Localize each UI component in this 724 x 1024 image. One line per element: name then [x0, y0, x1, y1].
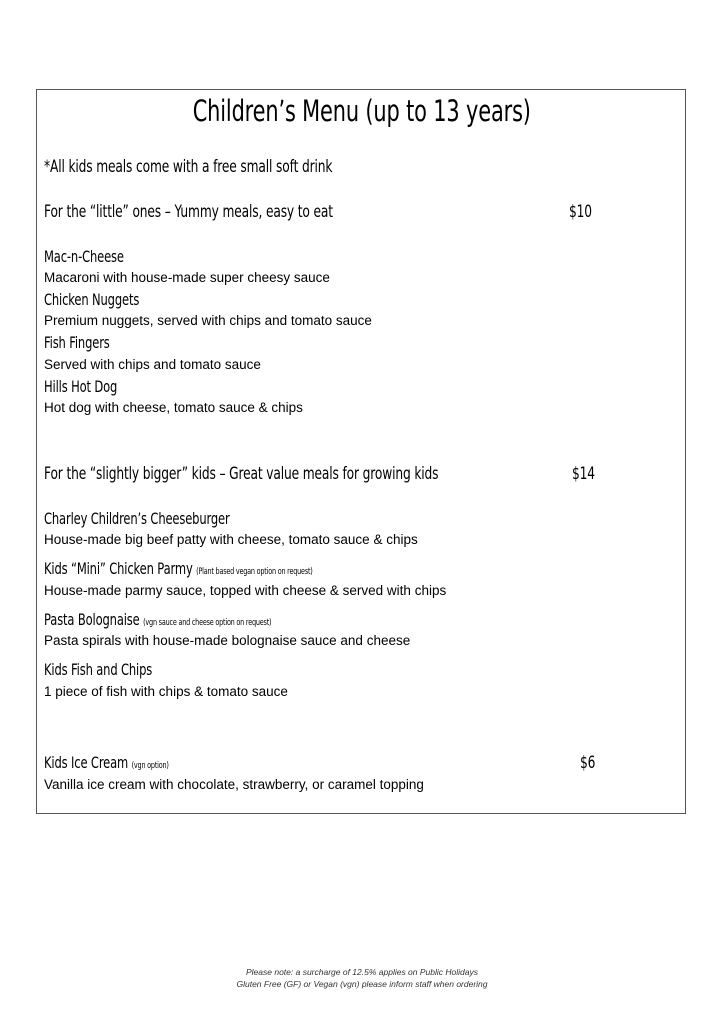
- item-ice-cream-price: [580, 753, 601, 773]
- item-name-text: Kids “Mini” Chicken Parmy: [44, 559, 193, 578]
- item-cheeseburger-desc: House-made big beef patty with cheese, tomato sauce & chips: [44, 532, 418, 547]
- item-option-note: (vgn option): [131, 761, 169, 771]
- free-drink-note-text: *All kids meals come with a free small soft drink: [44, 157, 333, 177]
- item-mac-n-cheese-desc: Macaroni with house-made super cheesy sauce: [44, 270, 330, 285]
- item-fish-fingers-name: [44, 333, 135, 353]
- item-fish-fingers-desc: Served with chips and tomato sauce: [44, 357, 261, 372]
- item-chicken-nuggets-desc: Premium nuggets, served with chips and tomato sauce: [44, 313, 372, 328]
- menu-title: [37, 94, 687, 128]
- item-name-text: Kids Ice Cream: [44, 753, 129, 772]
- footer-dietary-note: Gluten Free (GF) or Vegan (vgn) please inform staff when ordering: [236, 979, 488, 989]
- item-chicken-parmy-name: [44, 559, 417, 579]
- item-pasta-bolognaise-name: [44, 610, 360, 630]
- item-chicken-nuggets-name: [44, 290, 176, 310]
- item-hot-dog-name: [44, 377, 146, 397]
- item-pasta-bolognaise-name-wrap: [44, 610, 271, 629]
- item-option-note: (Plant based vegan option on request): [196, 567, 313, 577]
- section-bigger-title: [44, 464, 592, 484]
- section-bigger-price: [572, 464, 604, 484]
- section-little-price-text: $10: [569, 202, 592, 222]
- item-mac-n-cheese-name: [44, 247, 155, 267]
- item-ice-cream-name: [44, 753, 217, 773]
- item-cheeseburger-name: [44, 509, 302, 529]
- item-name-text: Fish Fingers: [44, 333, 110, 352]
- section-little-title-text: For the “little” ones – Yummy meals, easy to eat: [44, 202, 333, 222]
- footer-surcharge-note: Please note: a surcharge of 12.5% applies on Public Holidays: [245, 967, 478, 977]
- item-name-text: Charley Children’s Cheeseburger: [44, 509, 230, 528]
- item-ice-cream-price-text: $6: [580, 753, 596, 773]
- item-name-text: Pasta Bolognaise: [44, 610, 140, 629]
- footer-notes: [0, 966, 724, 990]
- section-little-price: [569, 202, 601, 222]
- menu-frame: [36, 89, 686, 814]
- item-kids-fish-chips-name: [44, 660, 194, 680]
- item-pasta-bolognaise-desc: Pasta spirals with house-made bolognaise sauce and cheese: [44, 633, 411, 648]
- section-little-title: [44, 202, 445, 222]
- item-name-text: Kids Fish and Chips: [44, 660, 153, 679]
- item-chicken-parmy-name-wrap: [44, 559, 313, 578]
- item-hot-dog-desc: Hot dog with cheese, tomato sauce & chips: [44, 400, 303, 415]
- item-name-text: Hills Hot Dog: [44, 377, 118, 396]
- item-kids-fish-chips-desc: 1 piece of fish with chips & tomato sauce: [44, 684, 288, 699]
- item-ice-cream-name-wrap: [44, 753, 169, 772]
- item-name-text: Mac-n-Cheese: [44, 247, 124, 266]
- free-drink-note: [44, 157, 444, 177]
- item-chicken-parmy-desc: House-made parmy sauce, topped with cheese & served with chips: [44, 583, 447, 598]
- section-bigger-title-text: For the “slightly bigger” kids – Great value meals for growing kids: [44, 464, 439, 484]
- item-option-note: (vgn sauce and cheese option on request): [143, 618, 272, 628]
- menu-title-text: Children’s Menu (up to 13 years): [192, 94, 532, 128]
- section-bigger-price-text: $14: [572, 464, 595, 484]
- item-name-text: Chicken Nuggets: [44, 290, 140, 309]
- item-ice-cream-desc: Vanilla ice cream with chocolate, strawberry, or caramel topping: [44, 777, 424, 792]
